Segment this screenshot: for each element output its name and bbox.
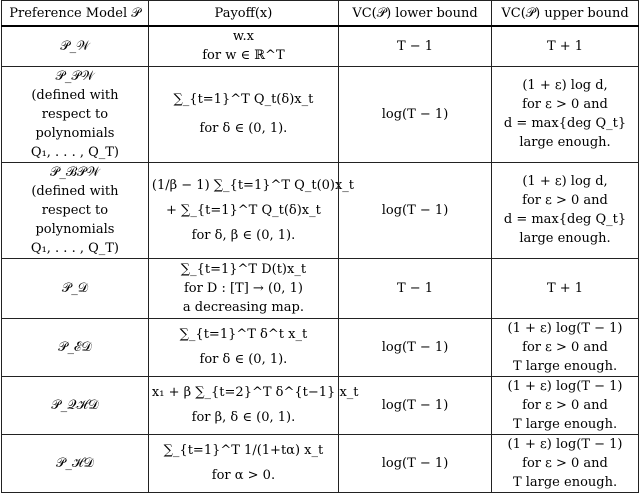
upper-bound-line: d = max{deg Q_t} xyxy=(503,116,627,131)
upper-bound-line: T + 1 xyxy=(546,38,584,54)
model-line: Q₁, . . . , Q_T) xyxy=(30,240,119,256)
lower-bound-cell xyxy=(338,66,491,162)
model-line: 𝒫_𝒟 xyxy=(61,280,89,296)
model-cell xyxy=(2,434,149,492)
upper-bound-line: (1 + ε) log d, xyxy=(522,174,608,189)
table-row xyxy=(2,376,639,434)
upper-bound-line: T large enough. xyxy=(512,358,618,374)
upper-bound-line: T large enough. xyxy=(512,474,618,490)
upper-bound-line: (1 + ε) log(T − 1) xyxy=(507,378,623,394)
upper-bound-cell xyxy=(492,376,639,434)
table-row xyxy=(2,434,639,492)
model-cell xyxy=(2,258,149,318)
upper-bound-cell xyxy=(492,66,639,162)
model-line: (defined with xyxy=(31,183,119,199)
payoff-line: for D : [T] → (0, 1) xyxy=(183,280,303,296)
payoff-line: for δ ∈ (0, 1). xyxy=(199,352,288,367)
payoff-line: for β, δ ∈ (0, 1). xyxy=(191,410,296,425)
payoff-cell xyxy=(148,26,338,66)
payoff-cell xyxy=(148,66,338,162)
model-line: 𝒫_ℬ𝒫𝒲 xyxy=(50,164,100,180)
upper-bound-cell xyxy=(492,162,639,258)
table-row xyxy=(2,258,639,318)
upper-bound-line: T + 1 xyxy=(546,280,584,296)
upper-bound-cell xyxy=(492,318,639,376)
vc-bounds-table xyxy=(1,0,639,493)
lower-bound-line: log(T − 1) xyxy=(381,106,449,122)
upper-bound-line: large enough. xyxy=(519,135,611,150)
model-line: 𝒫_ℰ𝒟 xyxy=(58,339,92,355)
upper-bound-line: (1 + ε) log(T − 1) xyxy=(507,320,623,336)
model-line: respect to xyxy=(41,202,109,218)
payoff-line: ∑_{t=1}^T 1/(1+tα) x_t xyxy=(163,443,324,458)
upper-bound-line: large enough. xyxy=(519,231,611,246)
payoff-line: ∑_{t=1}^T D(t)x_t xyxy=(180,261,307,277)
upper-bound-line: (1 + ε) log d, xyxy=(522,78,608,93)
upper-bound-line: for ε > 0 and xyxy=(522,397,608,413)
payoff-line: (1/β − 1) ∑_{t=1}^T Q_t(0)x_t xyxy=(151,177,355,193)
model-cell xyxy=(2,162,149,258)
table-row xyxy=(2,26,639,66)
table-row xyxy=(2,66,639,162)
payoff-line: ∑_{t=1}^T δ^t x_t xyxy=(179,327,308,342)
payoff-line: a decreasing map. xyxy=(182,299,304,315)
lower-bound-cell xyxy=(338,26,491,66)
payoff-line: ∑_{t=1}^T Q_t(δ)x_t xyxy=(173,92,314,107)
lower-bound-line: log(T − 1) xyxy=(381,397,449,413)
model-line: polynomials xyxy=(35,221,115,237)
payoff-line: + ∑_{t=1}^T Q_t(δ)x_t xyxy=(166,202,321,218)
payoff-line: for w ∈ ℝ^T xyxy=(202,48,285,64)
model-line: (defined with xyxy=(31,87,119,103)
lower-bound-cell xyxy=(338,162,491,258)
model-line: 𝒫_ℋ𝒟 xyxy=(55,455,94,471)
upper-bound-line: for ε > 0 and xyxy=(522,97,608,112)
upper-bound-line: d = max{deg Q_t} xyxy=(503,212,627,227)
header-upper-bound: VC(𝒫) upper bound xyxy=(492,1,639,27)
upper-bound-cell xyxy=(492,258,639,318)
model-line: Q₁, . . . , Q_T) xyxy=(30,144,119,160)
table-row xyxy=(2,162,639,258)
lower-bound-cell xyxy=(338,258,491,318)
payoff-line: for α > 0. xyxy=(211,468,276,483)
payoff-cell xyxy=(148,162,355,258)
lower-bound-line: log(T − 1) xyxy=(381,455,449,471)
header-model: Preference Model 𝒫 xyxy=(2,1,149,27)
model-line: 𝒫_𝒫𝒲 xyxy=(55,68,95,84)
model-line: 𝒫_𝒬ℋ𝒟 xyxy=(51,397,99,413)
payoff-line: x₁ + β ∑_{t=2}^T δ^{t−1} x_t xyxy=(151,385,359,400)
model-line: respect to xyxy=(41,106,109,122)
lower-bound-line: log(T − 1) xyxy=(381,202,449,218)
payoff-line: for δ, β ∈ (0, 1). xyxy=(191,227,296,243)
upper-bound-cell xyxy=(492,434,639,492)
payoff-cell xyxy=(148,376,359,434)
model-cell xyxy=(2,66,149,162)
model-cell xyxy=(2,318,149,376)
lower-bound-line: log(T − 1) xyxy=(381,339,449,355)
upper-bound-line: for ε > 0 and xyxy=(522,455,608,471)
payoff-cell xyxy=(148,258,338,318)
model-cell xyxy=(2,26,149,66)
header-row xyxy=(2,1,639,27)
upper-bound-line: (1 + ε) log(T − 1) xyxy=(507,436,623,452)
lower-bound-line: T − 1 xyxy=(396,280,434,296)
header-payoff: Payoff(x) xyxy=(148,1,338,27)
model-line: 𝒫_𝒲 xyxy=(60,38,90,54)
table-row xyxy=(2,318,639,376)
lower-bound-cell xyxy=(338,434,491,492)
payoff-cell xyxy=(148,434,338,492)
payoff-line: for δ ∈ (0, 1). xyxy=(199,121,288,136)
model-cell xyxy=(2,376,149,434)
upper-bound-line: for ε > 0 and xyxy=(522,339,608,355)
upper-bound-line: T large enough. xyxy=(512,416,618,432)
lower-bound-cell xyxy=(338,376,491,434)
upper-bound-cell xyxy=(492,26,639,66)
lower-bound-line: T − 1 xyxy=(396,38,434,54)
lower-bound-cell xyxy=(338,318,491,376)
upper-bound-line: for ε > 0 and xyxy=(522,193,608,208)
payoff-cell xyxy=(148,318,338,376)
payoff-line: w.x xyxy=(232,29,254,45)
model-line: polynomials xyxy=(35,125,115,141)
header-lower-bound: VC(𝒫) lower bound xyxy=(338,1,491,27)
